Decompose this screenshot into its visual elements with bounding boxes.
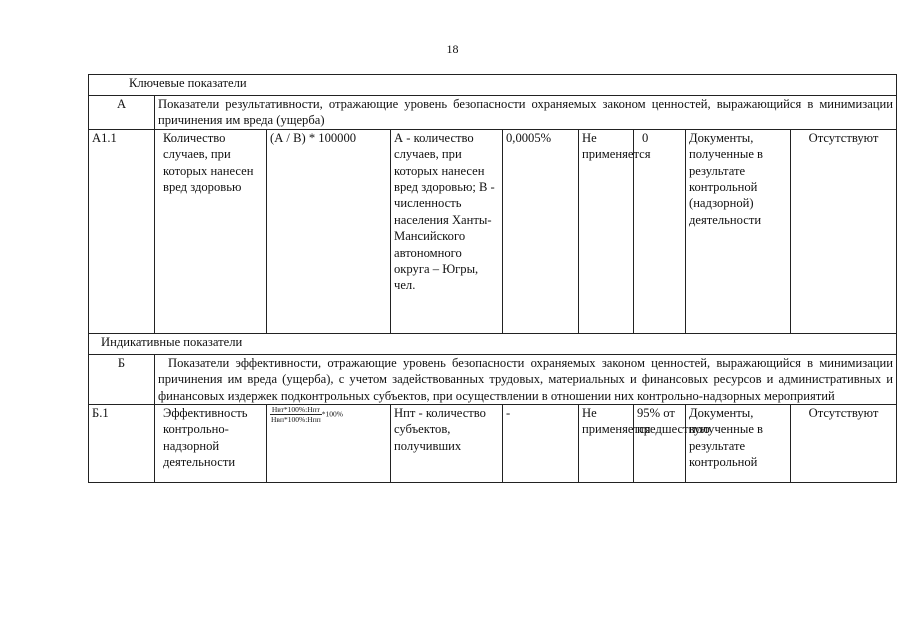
- section-key-row: [89, 75, 897, 96]
- formula-fraction: [270, 405, 322, 424]
- row-a1-comment: Отсутствуют: [791, 129, 897, 333]
- indicator-row-a1: [89, 129, 897, 333]
- formula-denominator: Нвп*100%:Нпп: [271, 415, 321, 425]
- row-a1-description: А - количество случаев, при которых нанесен вред здоровью; В - численность населения Ханты-Мансийского автономного округа – Югры, чел.: [391, 129, 503, 333]
- page-number: 18: [446, 42, 459, 56]
- category-a-text: Показатели результативности, отражающие уровень безопасности охраняемых законом ценностей, выражающийся в минимизации причинения им вреда (ущерба): [155, 96, 897, 130]
- section-indicative-title: Индикативные показатели: [89, 333, 897, 354]
- category-a-row: [89, 96, 897, 130]
- section-indicative-row: [89, 333, 897, 354]
- row-a1-code: А1.1: [89, 129, 155, 333]
- row-b1-norm: -: [503, 405, 579, 483]
- formula-suffix: *100%: [321, 409, 343, 419]
- row-a1-norm: 0,0005%: [503, 129, 579, 333]
- row-b1-comment: Отсутствуют: [791, 405, 897, 483]
- row-a1-target: Не применяется: [579, 129, 634, 333]
- category-b-row: [89, 354, 897, 404]
- row-a1-name: Количество случаев, при которых нанесен вред здоровью: [155, 129, 267, 333]
- category-b-code: Б: [89, 354, 155, 404]
- indicator-row-b1: [89, 405, 897, 483]
- row-b1-formula: [267, 405, 391, 483]
- row-a1-formula: (А / В) * 100000: [267, 129, 391, 333]
- category-b-text: Показатели эффективности, отражающие уровень безопасности охраняемых законом ценностей, выражающийся в минимизации причинения им вреда (ущерба), с учетом задействованных трудовых, материальных и финансовых ресурсов и административных и финансовых издержек подконтрольных субъектов, при осуществлении в отношении них контрольно-надзорных мероприятий: [155, 354, 897, 404]
- row-a1-source: Документы, полученные в результате контрольной (надзорной) деятельности: [686, 129, 791, 333]
- category-a-code: А: [89, 96, 155, 130]
- indicators-table: [88, 74, 897, 483]
- row-b1-description: Нпт - количество субъектов, получивших: [391, 405, 503, 483]
- row-b1-code: Б.1: [89, 405, 155, 483]
- section-key-title: Ключевые показатели: [89, 75, 897, 96]
- row-b1-name: Эффективность контрольно-надзорной деятельности: [155, 405, 267, 483]
- row-b1-target: Не применяется: [579, 405, 634, 483]
- row-b1-value: 95% от предшествую: [634, 405, 686, 483]
- formula-numerator: Нвт*100%:Нпт: [271, 405, 320, 415]
- row-b1-source: Документы, полученные в результате контрольной: [686, 405, 791, 483]
- row-a1-value: 0: [634, 129, 686, 333]
